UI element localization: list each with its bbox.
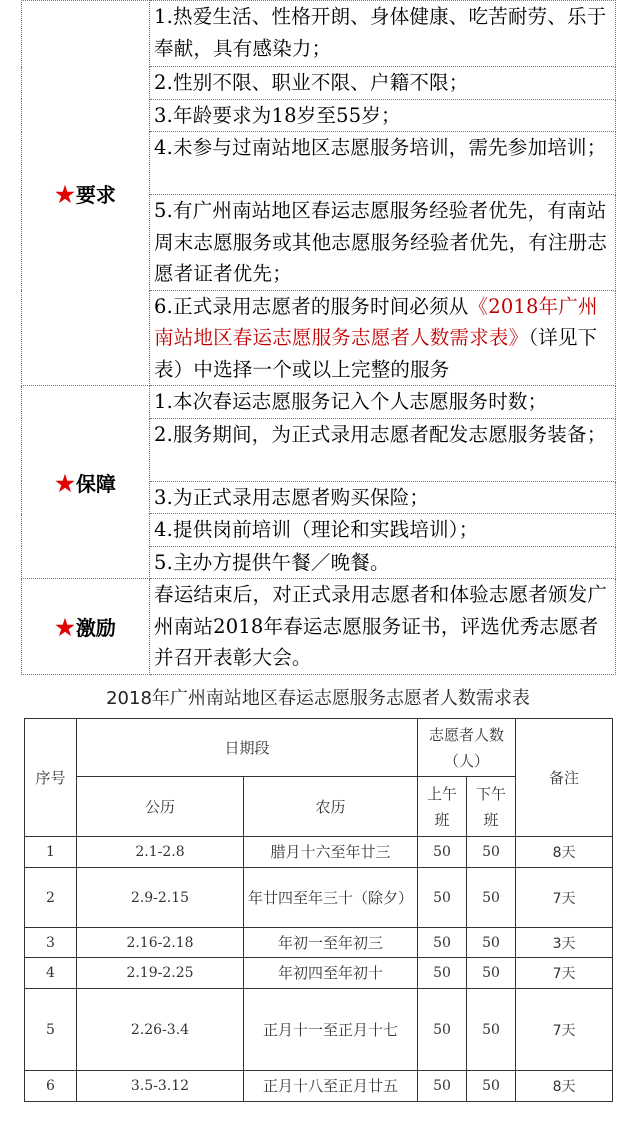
cell-afternoon: 50 — [467, 837, 516, 868]
cell-seq: 5 — [25, 989, 77, 1071]
cell-morning: 50 — [418, 928, 467, 958]
cell-remark: 7天 — [516, 958, 613, 989]
requirement-item: 2.性别不限、职业不限、户籍不限； — [150, 67, 616, 100]
cell-afternoon: 50 — [467, 868, 516, 928]
cell-lunar: 正月十八至正月廿五 — [244, 1071, 418, 1102]
header-gregorian: 公历 — [77, 777, 244, 837]
cell-gregorian: 3.5-3.12 — [77, 1071, 244, 1102]
star-icon: ★ — [55, 614, 75, 641]
cell-seq: 6 — [25, 1071, 77, 1102]
requirement-item: 1.热爱生活、性格开朗、身体健康、吃苦耐劳、乐于奉献，具有感染力； — [150, 1, 616, 67]
cell-morning: 50 — [418, 868, 467, 928]
cell-lunar: 正月十一至正月十七 — [244, 989, 418, 1071]
cell-gregorian: 2.16-2.18 — [77, 928, 244, 958]
item6-prefix: 6.正式录用志愿者的服务时间必须从 — [154, 294, 469, 318]
guarantee-item: 3.为正式录用志愿者购买保险； — [150, 481, 616, 514]
header-lunar: 农历 — [244, 777, 418, 837]
cell-afternoon: 50 — [467, 928, 516, 958]
star-icon: ★ — [55, 181, 75, 208]
cell-seq: 3 — [25, 928, 77, 958]
guarantees-heading-cell — [22, 386, 150, 579]
volunteer-info-table — [21, 0, 616, 675]
cell-morning: 50 — [418, 958, 467, 989]
table-row — [25, 868, 613, 928]
cell-gregorian: 2.26-3.4 — [77, 989, 244, 1071]
cell-remark: 7天 — [516, 868, 613, 928]
cell-lunar: 年廿四至年三十（除夕） — [244, 868, 418, 928]
cell-remark: 7天 — [516, 989, 613, 1071]
cell-remark: 8天 — [516, 1071, 613, 1102]
incentives-heading-cell — [22, 579, 150, 675]
item6-suffix: （详见下表）中选择一个或以上完整的服务 — [154, 326, 598, 381]
cell-morning: 50 — [418, 837, 467, 868]
incentive-text: 春运结束后，对正式录用志愿者和体验志愿者颁发广州南站2018年春运志愿服务证书，评选优秀志愿者并召开表彰大会。 — [150, 579, 616, 675]
header-morning: 上午班 — [418, 777, 467, 837]
requirements-heading: 要求 — [75, 182, 116, 207]
cell-afternoon: 50 — [467, 1071, 516, 1102]
cell-lunar: 年初一至年初三 — [244, 928, 418, 958]
demand-table-title: 2018年广州南站地区春运志愿服务志愿者人数需求表 — [106, 688, 530, 709]
star-icon: ★ — [55, 470, 75, 497]
guarantee-item: 1.本次春运志愿服务记入个人志愿服务时数； — [150, 386, 616, 419]
cell-afternoon: 50 — [467, 989, 516, 1071]
demand-table — [24, 718, 613, 1102]
requirement-item-6 — [150, 290, 616, 386]
header-remarks: 备注 — [516, 719, 613, 837]
cell-remark: 3天 — [516, 928, 613, 958]
cell-morning: 50 — [418, 1071, 467, 1102]
cell-gregorian: 2.1-2.8 — [77, 837, 244, 868]
header-afternoon: 下午班 — [467, 777, 516, 837]
header-seq: 序号 — [25, 719, 77, 837]
cell-remark: 8天 — [516, 837, 613, 868]
requirements-heading-cell — [22, 1, 150, 386]
table-row — [25, 989, 613, 1071]
cell-gregorian: 2.9-2.15 — [77, 868, 244, 928]
guarantee-item: 5.主办方提供午餐／晚餐。 — [150, 546, 616, 579]
cell-lunar: 腊月十六至年廿三 — [244, 837, 418, 868]
table-row — [25, 1071, 613, 1102]
cell-morning: 50 — [418, 989, 467, 1071]
table-row — [25, 837, 613, 868]
guarantee-item: 2.服务期间，为正式录用志愿者配发志愿服务装备； — [150, 418, 616, 481]
cell-seq: 2 — [25, 868, 77, 928]
guarantee-item: 4.提供岗前培训（理论和实践培训）； — [150, 514, 616, 547]
requirement-item: 3.年龄要求为18岁至55岁； — [150, 99, 616, 132]
header-date-range: 日期段 — [77, 719, 418, 777]
cell-gregorian: 2.19-2.25 — [77, 958, 244, 989]
cell-seq: 4 — [25, 958, 77, 989]
guarantees-heading: 保障 — [75, 471, 116, 496]
table-row — [25, 958, 613, 989]
incentives-heading: 激励 — [75, 615, 116, 640]
demand-table-reference: 《2018年广州南站地区春运志愿服务志愿者人数需求表》 — [154, 294, 598, 349]
requirement-item: 5.有广州南站地区春运志愿服务经验者优先，有南站周末志愿服务或其他志愿服务经验者优先，有注册志愿者证者优先； — [150, 195, 616, 291]
cell-lunar: 年初四至年初十 — [244, 958, 418, 989]
requirement-item: 4.未参与过南站地区志愿服务培训，需先参加培训； — [150, 132, 616, 195]
cell-seq: 1 — [25, 837, 77, 868]
cell-afternoon: 50 — [467, 958, 516, 989]
table-row — [25, 928, 613, 958]
header-volunteers: 志愿者人数（人） — [418, 719, 516, 777]
